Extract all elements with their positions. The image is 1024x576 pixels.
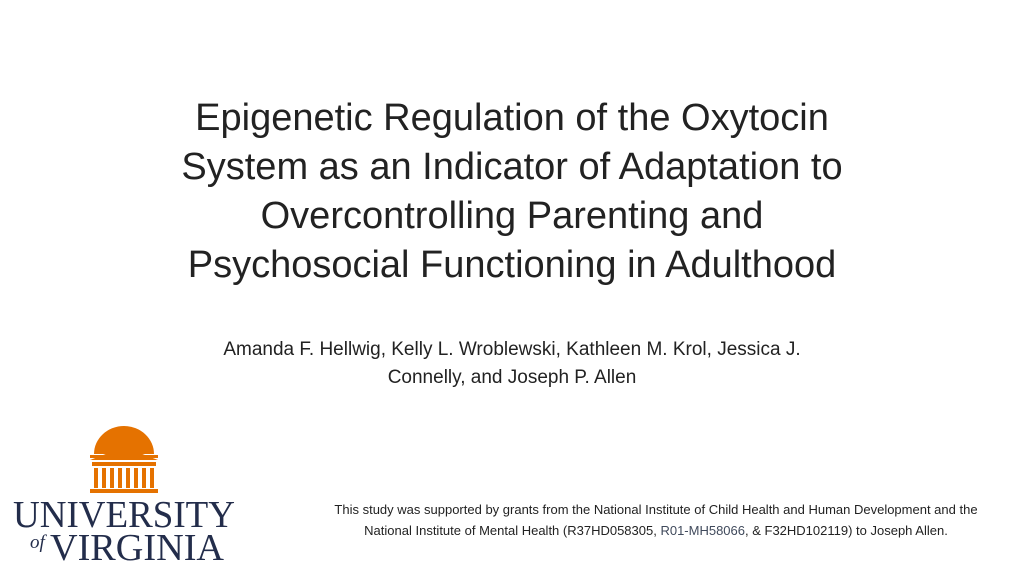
rotunda-icon	[90, 426, 158, 493]
slide-title	[120, 94, 904, 290]
funding-text: This study was supported by grants from the National Institute of Child Health and Human Development and the National Institute of Mental Health (R37HD058305,	[334, 502, 978, 538]
logo-virginia-text: VIRGINIA	[50, 527, 225, 569]
funding-acknowledgement	[330, 499, 982, 541]
author-line: Connelly, and Joseph P. Allen	[387, 367, 637, 388]
title-line: Overcontrolling Parenting and	[260, 195, 764, 237]
grant-number: R01-MH58066	[660, 523, 745, 538]
title-line: System as an Indicator of Adaptation to	[181, 146, 843, 188]
logo-of-text: of	[30, 532, 45, 553]
title-line: Epigenetic Regulation of the Oxytocin	[195, 97, 829, 139]
logo-university-text: UNIVERSITY	[13, 494, 235, 536]
funding-text-end: , & F32HD102119) to Joseph Allen.	[745, 523, 948, 538]
author-line: Amanda F. Hellwig, Kelly L. Wroblewski, Kathleen M. Krol, Jessica J.	[223, 339, 801, 360]
uva-logo	[10, 420, 250, 570]
author-list	[140, 336, 884, 392]
title-line: Psychosocial Functioning in Adulthood	[187, 244, 837, 286]
